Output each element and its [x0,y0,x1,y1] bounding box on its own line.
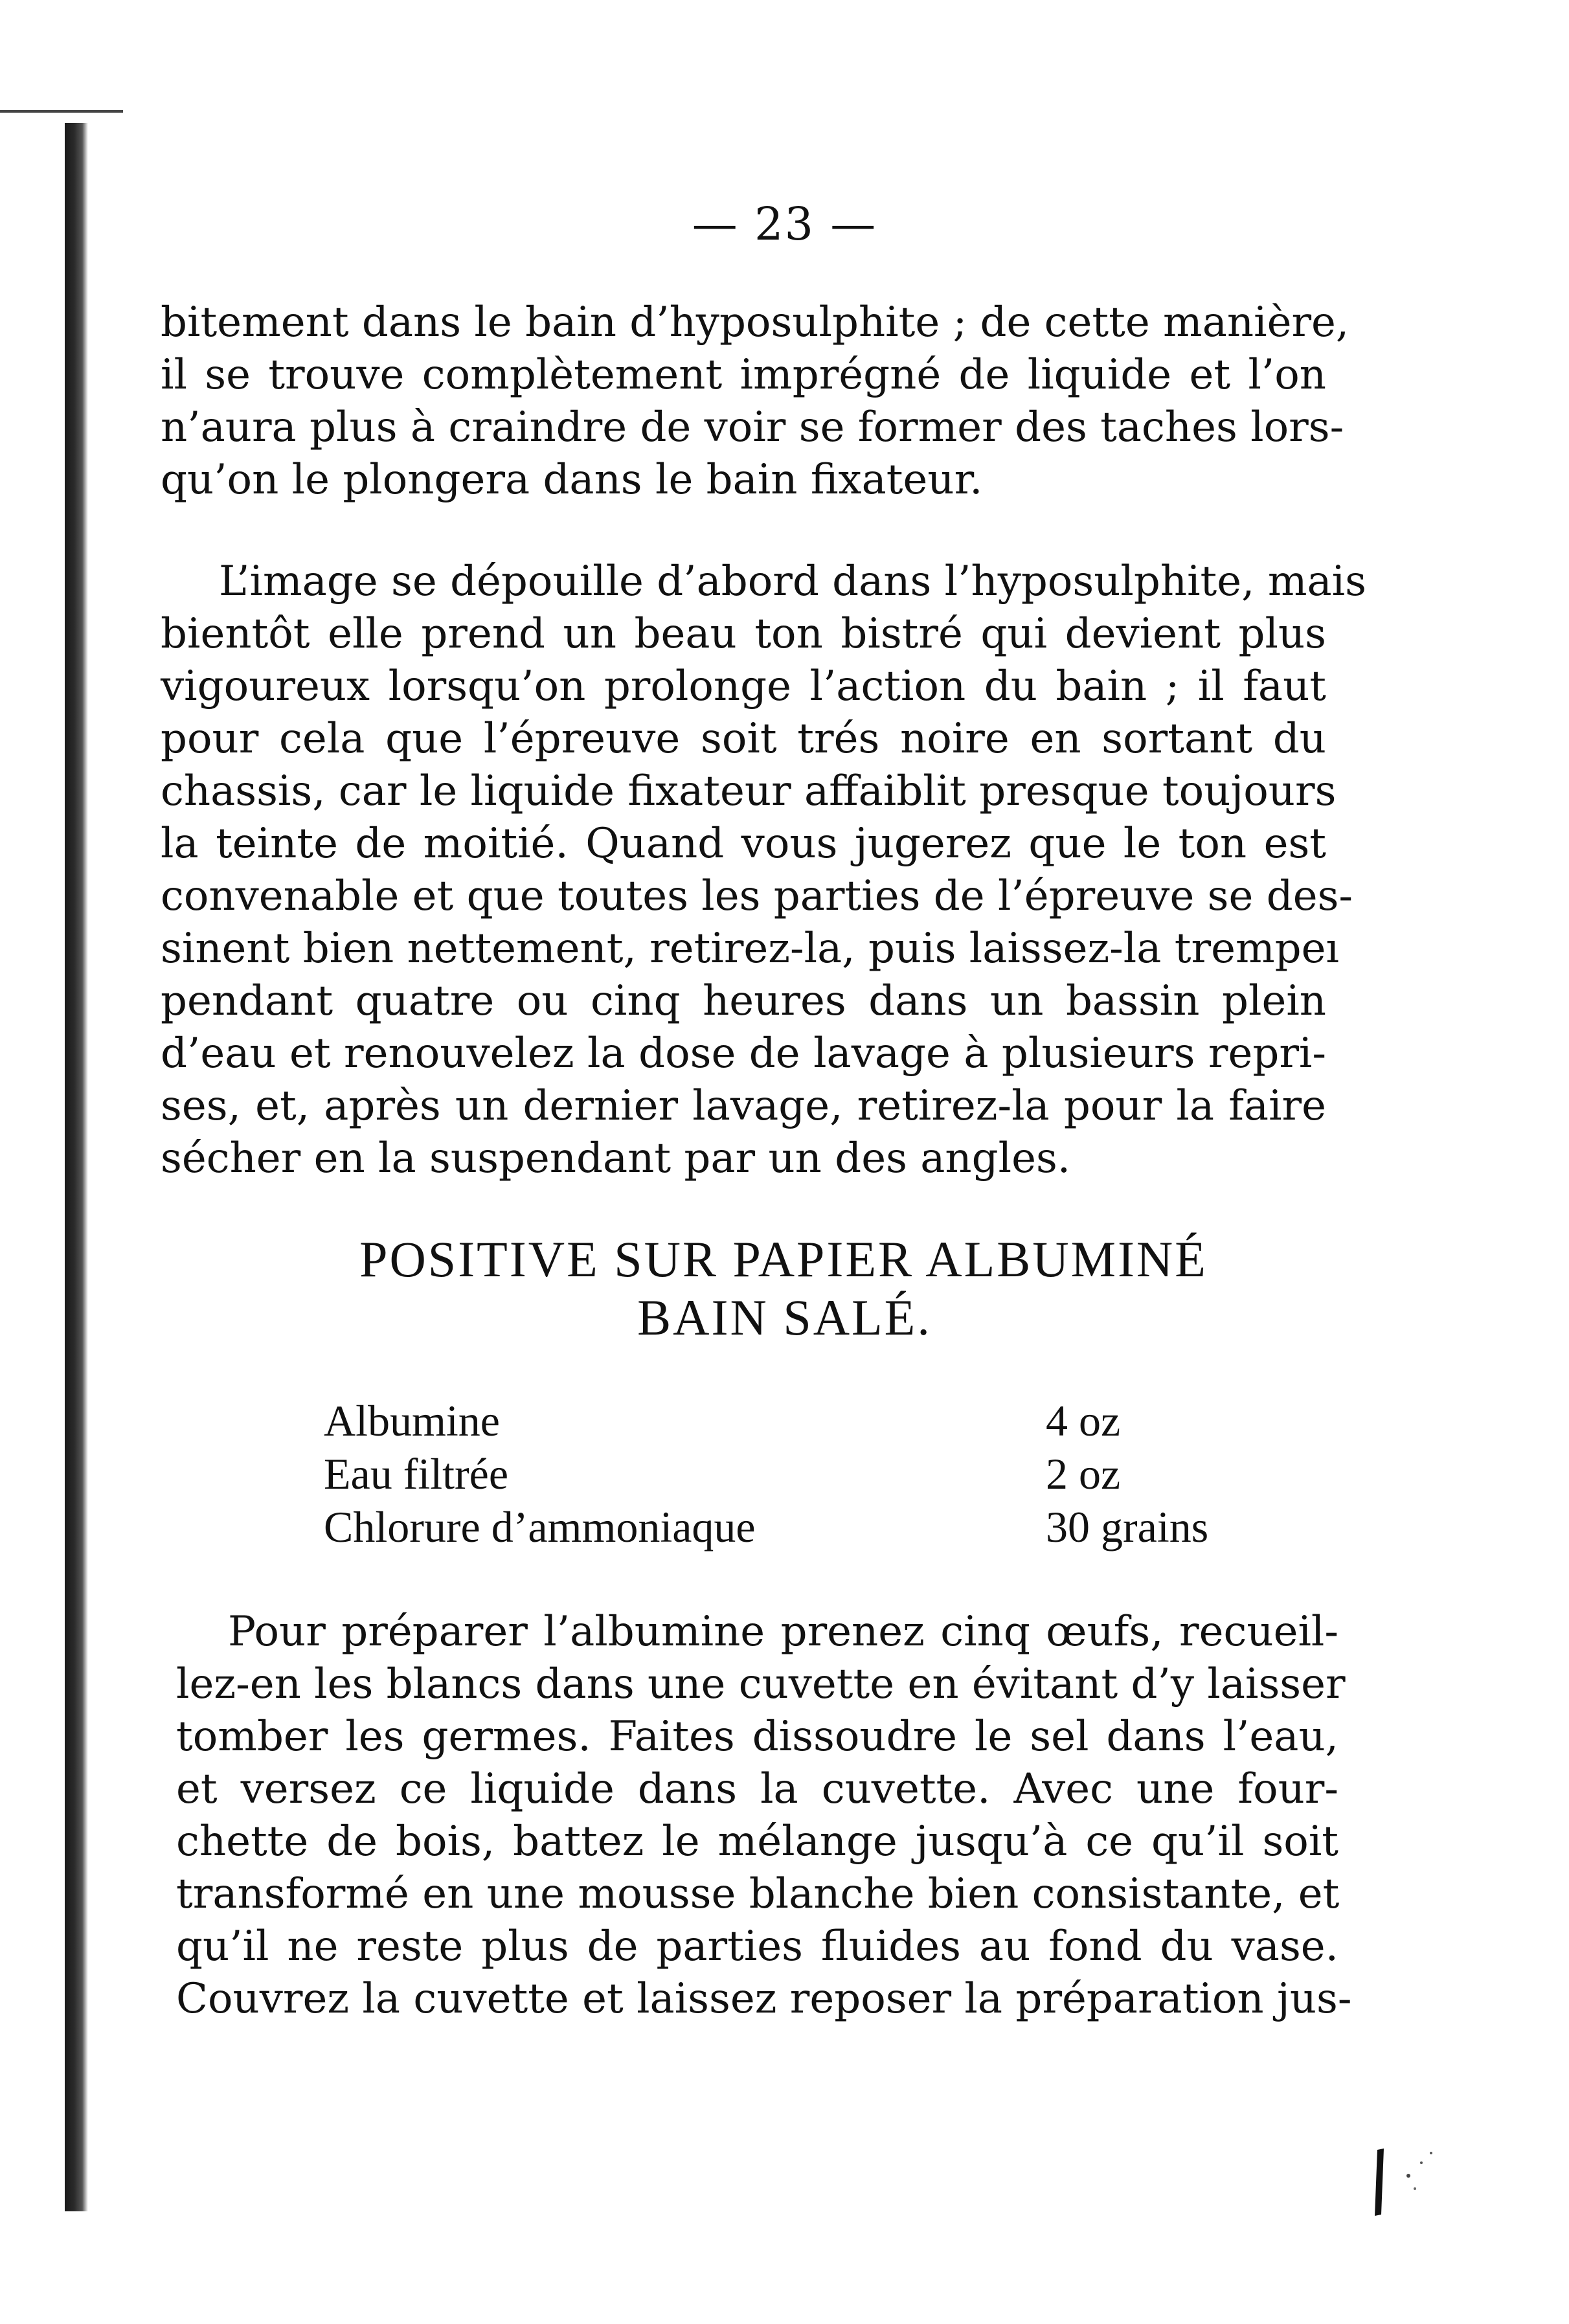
text-line: Couvrez la cuvette et laissez reposer la préparation jus- [176,1975,1352,2023]
recipe-row [324,1395,1256,1449]
text-line: convenable et que toutes les parties de l’épreuve se des- [161,872,1353,920]
text-line: vigoureux lorsqu’on prolonge l’action du bain ; il faut [161,662,1326,710]
text-line: chassis, car le liquide fixateur affaiblit presque toujours [161,767,1337,815]
section-subheading: BAIN SALÉ. [637,1289,932,1346]
recipe-row [324,1502,1256,1555]
ingredient-quantity: 4 oz [1046,1396,1121,1445]
text-line: sécher en la suspendant par un des angles. [161,1134,1071,1182]
ink-smudge [1370,2137,1441,2228]
text-line: sinent bien nettement, retirez-la, puis laissez-la trempeı [161,925,1339,973]
ingredient-name: Eau filtrée [324,1449,509,1498]
text-line: Pour préparer l’albumine prenez cinq œufs, recueil- [228,1608,1338,1656]
ingredient-name: Albumine [324,1396,500,1445]
binding-shadow [65,123,88,2211]
recipe-table [324,1395,1256,1555]
text-line: pour cela que l’épreuve soit trés noire en sortant du [161,715,1326,763]
text-line: qu’il ne reste plus de parties fluides au fond du vase. [176,1923,1338,1970]
text-line: il se trouve complètement imprégné de liquide et l’on [161,351,1326,399]
text-line: n’aura plus à craindre de voir se former des taches lors- [161,403,1344,451]
text-line: bientôt elle prend un beau ton bistré qui devient plus [161,610,1326,658]
text-line: et versez ce liquide dans la cuvette. Avec une four- [176,1765,1338,1813]
text-line: lez-en les blancs dans une cuvette en évitant d’y laisser [176,1660,1346,1708]
paragraph-2 [161,556,1366,1185]
text-line: qu’on le plongera dans le bain fixateur. [161,456,983,504]
ingredient-name: Chlorure d’ammoniaque [324,1502,756,1551]
text-line: bitement dans le bain d’hyposulphite ; de cette manière, [161,299,1349,346]
text-line: la teinte de moitié. Quand vous jugerez que le ton est [161,820,1326,868]
text-line: transformé en une mousse blanche bien consistante, et [176,1870,1340,1918]
text-line: L’image se dépouille d’abord dans l’hyposulphite, mais [219,558,1366,605]
section-heading: POSITIVE SUR PAPIER ALBUMINÉ [359,1231,1208,1287]
text-line: pendant quatre ou cinq heures dans un bassin plein [161,977,1326,1025]
paragraph-1 [161,297,1349,506]
binding-shadow-top [0,110,123,113]
text-line: tomber les germes. Faites dissoudre le sel dans l’eau, [176,1713,1338,1761]
text-line: chette de bois, battez le mélange jusqu’à ce qu’il soit [176,1818,1338,1866]
paragraph-3 [176,1606,1352,2025]
text-line: ses, et, après un dernier lavage, retirez-la pour la faire [161,1082,1326,1130]
ingredient-quantity: 30 grains [1046,1502,1209,1551]
ingredient-quantity: 2 oz [1046,1449,1121,1498]
recipe-row [324,1449,1256,1502]
page-number: — 23 — [692,197,877,251]
text-line: d’eau et renouvelez la dose de lavage à plusieurs repri- [161,1030,1326,1077]
